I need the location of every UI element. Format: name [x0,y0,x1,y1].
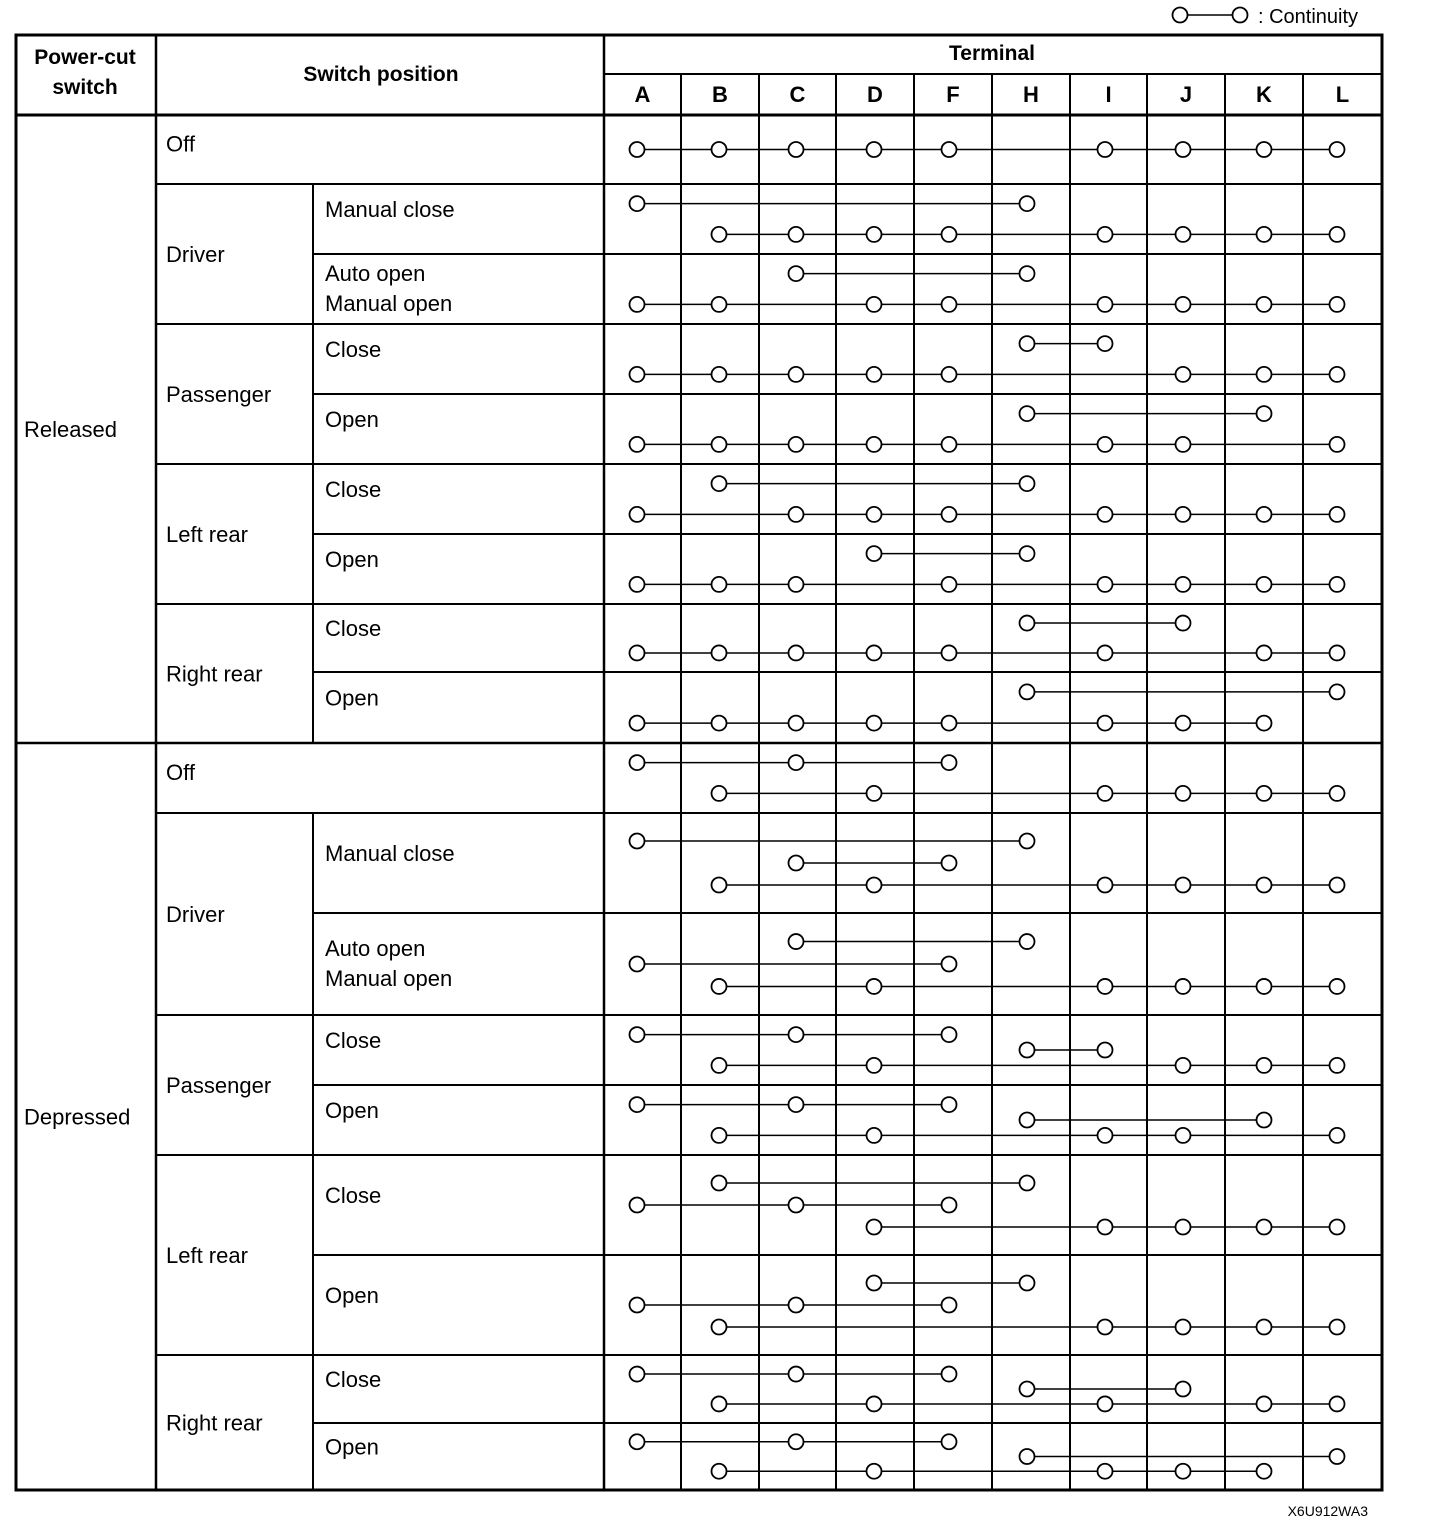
terminal-node-i [1098,577,1113,592]
terminal-node-a [630,1298,645,1313]
terminal-node-i [1098,297,1113,312]
terminal-node-b [712,367,727,382]
terminal-node-a [630,367,645,382]
terminal-node-j [1176,577,1191,592]
terminal-node-c [789,1198,804,1213]
terminal-node-a [630,645,645,660]
terminal-node-f [942,1198,957,1213]
terminal-node-a [630,834,645,849]
terminal-node-j [1176,979,1191,994]
terminal-node-l [1330,1320,1345,1335]
terminal-node-b [712,1464,727,1479]
terminal-node-b [712,645,727,660]
terminal-node-f [942,577,957,592]
terminal-node-i [1098,142,1113,157]
terminal-node-a [630,957,645,972]
terminal-node-c [789,142,804,157]
terminal-node-l [1330,979,1345,994]
position-open: Open [325,685,379,711]
position-close: Close [325,477,382,502]
header-terminal: Terminal [949,42,1035,65]
position-open: Open [325,1434,379,1460]
terminal-node-d [867,1058,882,1073]
terminal-node-j [1176,1058,1191,1073]
terminal-node-l [1330,1396,1345,1411]
switch-off: Off [166,131,195,157]
terminal-label-b: B [712,82,728,107]
terminal-node-b [712,1058,727,1073]
terminal-node-h [1020,546,1035,561]
terminal-node-f [942,367,957,382]
legend-circle-right [1233,8,1248,23]
terminal-node-b [712,297,727,312]
terminal-label-i: I [1105,82,1112,107]
switch-passenger: Passenger [166,382,272,407]
terminal-node-l [1330,367,1345,382]
terminal-node-d [867,227,882,242]
terminal-node-l [1330,297,1345,312]
terminal-node-c [789,577,804,592]
terminal-node-j [1176,367,1191,382]
terminal-node-l [1330,684,1345,699]
terminal-node-d [867,645,882,660]
terminal-node-c [789,645,804,660]
terminal-node-d [867,546,882,561]
terminal-node-f [942,957,957,972]
terminal-node-l [1330,1220,1345,1235]
terminal-node-a [630,196,645,211]
continuity-lines [630,142,1345,1479]
terminal-node-h [1020,1276,1035,1291]
terminal-node-j [1176,437,1191,452]
terminal-node-b [712,437,727,452]
header-power-cut-line1: Power-cut [34,46,136,69]
legend-circle-left [1173,8,1188,23]
terminal-node-d [867,297,882,312]
terminal-node-l [1330,577,1345,592]
terminal-node-f [942,437,957,452]
switch-left-rear: Left rear [166,522,248,547]
terminal-node-b [712,142,727,157]
terminal-node-k [1257,1320,1272,1335]
terminal-node-a [630,507,645,522]
terminal-node-f [942,1298,957,1313]
terminal-node-b [712,878,727,893]
terminal-node-b [712,979,727,994]
terminal-node-f [942,755,957,770]
terminal-node-j [1176,716,1191,731]
terminal-node-i [1098,507,1113,522]
terminal-node-k [1257,1058,1272,1073]
terminal-node-l [1330,507,1345,522]
terminal-node-j [1176,1464,1191,1479]
terminal-node-f [942,142,957,157]
terminal-node-c [789,1367,804,1382]
terminal-node-f [942,1097,957,1112]
terminal-node-d [867,142,882,157]
terminal-node-b [712,1396,727,1411]
terminal-node-c [789,716,804,731]
terminal-node-h [1020,1382,1035,1397]
terminal-node-c [789,934,804,949]
header-switch-position: Switch position [303,63,459,86]
terminal-node-a [630,142,645,157]
terminal-node-j [1176,507,1191,522]
position-manual-close: Manual close [325,197,455,222]
terminal-node-d [867,1396,882,1411]
terminal-node-c [789,266,804,281]
terminal-node-b [712,1128,727,1143]
terminal-node-b [712,1320,727,1335]
terminal-node-i [1098,1043,1113,1058]
terminal-node-a [630,297,645,312]
terminal-node-d [867,786,882,801]
terminal-node-f [942,716,957,731]
position-close: Close [325,1028,382,1053]
terminal-node-b [712,716,727,731]
terminal-node-l [1330,142,1345,157]
terminal-node-i [1098,437,1113,452]
terminal-node-l [1330,645,1345,660]
terminal-node-l [1330,227,1345,242]
terminal-node-b [712,577,727,592]
terminal-node-i [1098,1464,1113,1479]
terminal-node-h [1020,1113,1035,1128]
position-close: Close [325,1367,382,1392]
terminal-label-h: H [1023,82,1039,107]
switch-right-rear: Right rear [166,1410,263,1436]
switch-right-rear: Right rear [166,661,263,687]
terminal-node-f [942,1367,957,1382]
terminal-node-c [789,227,804,242]
terminal-node-i [1098,878,1113,893]
terminal-node-k [1257,577,1272,592]
terminal-node-k [1257,1220,1272,1235]
terminal-node-j [1176,1382,1191,1397]
terminal-node-k [1257,142,1272,157]
terminal-node-i [1098,1320,1113,1335]
terminal-node-b [712,1176,727,1191]
position-close: Close [325,1183,382,1208]
terminal-node-a [630,577,645,592]
terminal-node-l [1330,878,1345,893]
terminal-node-c [789,367,804,382]
terminal-node-k [1257,1396,1272,1411]
terminal-node-k [1257,979,1272,994]
position-open: Open [325,1283,379,1308]
position-close: Close [325,337,382,362]
switch-passenger: Passenger [166,1073,272,1098]
terminal-label-f: F [946,82,960,107]
terminal-node-a [630,1198,645,1213]
switch-driver: Driver [166,242,225,267]
terminal-label-a: A [634,82,651,107]
terminal-node-j [1176,616,1191,631]
terminal-node-i [1098,336,1113,351]
terminal-node-f [942,856,957,871]
terminal-node-b [712,227,727,242]
terminal-node-h [1020,1043,1035,1058]
terminal-node-h [1020,336,1035,351]
legend-text: : Continuity [1258,6,1359,28]
terminal-node-d [867,507,882,522]
legend [1173,6,1359,28]
terminal-node-k [1257,878,1272,893]
position-manual-close: Manual close [325,841,455,866]
terminal-node-d [867,437,882,452]
terminal-node-k [1257,367,1272,382]
terminal-node-j [1176,1320,1191,1335]
terminal-node-d [867,1220,882,1235]
terminal-node-d [867,979,882,994]
terminal-node-c [789,1097,804,1112]
terminal-node-i [1098,1220,1113,1235]
terminal-node-f [942,227,957,242]
terminal-node-c [789,507,804,522]
position-auto-open: Auto open [325,261,426,286]
terminal-node-h [1020,834,1035,849]
switch-left-rear: Left rear [166,1243,248,1268]
terminal-node-a [630,716,645,731]
terminal-node-i [1098,786,1113,801]
terminal-node-h [1020,406,1035,421]
terminal-node-k [1257,716,1272,731]
terminal-node-j [1176,1220,1191,1235]
terminal-node-f [942,507,957,522]
terminal-node-l [1330,1449,1345,1464]
terminal-node-c [789,856,804,871]
terminal-node-a [630,755,645,770]
terminal-node-l [1330,1128,1345,1143]
terminal-node-f [942,1027,957,1042]
position-close: Close [325,616,382,641]
terminal-node-a [630,1097,645,1112]
terminal-node-i [1098,1396,1113,1411]
terminal-node-b [712,786,727,801]
terminal-node-h [1020,684,1035,699]
switch-driver: Driver [166,902,225,927]
terminal-node-j [1176,786,1191,801]
terminal-node-f [942,297,957,312]
terminal-node-c [789,1027,804,1042]
terminal-node-h [1020,1176,1035,1191]
terminal-node-h [1020,196,1035,211]
terminal-node-h [1020,1449,1035,1464]
terminal-node-j [1176,227,1191,242]
position-manual-open: Manual open [325,291,453,316]
terminal-node-a [630,1027,645,1042]
terminal-node-h [1020,616,1035,631]
terminal-node-k [1257,227,1272,242]
terminal-node-i [1098,979,1113,994]
terminal-node-i [1098,1128,1113,1143]
terminal-node-i [1098,645,1113,660]
terminal-node-d [867,1276,882,1291]
terminal-node-c [789,755,804,770]
terminal-node-b [712,476,727,491]
terminal-node-c [789,1298,804,1313]
terminal-node-i [1098,716,1113,731]
terminal-node-k [1257,1113,1272,1128]
terminal-node-l [1330,437,1345,452]
terminal-node-d [867,1464,882,1479]
terminal-node-h [1020,266,1035,281]
terminal-label-j: J [1179,82,1193,107]
power-cut-released: Released [24,417,117,442]
switch-off: Off [166,760,195,785]
terminal-node-a [630,1367,645,1382]
terminal-node-l [1330,786,1345,801]
terminal-node-k [1257,645,1272,660]
terminal-node-d [867,716,882,731]
terminal-node-k [1257,297,1272,312]
terminal-node-j [1176,1128,1191,1143]
terminal-node-a [630,1434,645,1449]
terminal-node-j [1176,297,1191,312]
position-open: Open [325,1098,379,1123]
figure-code: X6U912WA3 [1287,1503,1368,1519]
terminal-node-j [1176,878,1191,893]
terminal-node-f [942,1434,957,1449]
terminal-label-l: L [1335,82,1350,107]
power-cut-depressed: Depressed [24,1104,131,1130]
terminal-node-c [789,437,804,452]
terminal-label-k: K [1256,82,1272,107]
terminal-node-k [1257,507,1272,522]
terminal-node-f [942,645,957,660]
terminal-node-c [789,1434,804,1449]
terminal-node-i [1098,227,1113,242]
header-power-cut-line2: switch [52,76,118,99]
terminal-node-k [1257,406,1272,421]
position-open: Open [325,547,379,572]
terminal-node-h [1020,476,1035,491]
terminal-node-d [867,367,882,382]
terminal-node-h [1020,934,1035,949]
position-auto-open: Auto open [325,936,426,961]
position-manual-open: Manual open [325,966,453,991]
terminal-node-j [1176,142,1191,157]
terminal-node-l [1330,1058,1345,1073]
terminal-node-d [867,878,882,893]
position-open: Open [325,407,379,432]
terminal-node-a [630,437,645,452]
terminal-node-d [867,1128,882,1143]
terminal-node-k [1257,786,1272,801]
table-cells [24,82,1349,1460]
terminal-label-d: D [867,82,883,107]
terminal-node-k [1257,1464,1272,1479]
terminal-label-c: C [789,82,806,107]
